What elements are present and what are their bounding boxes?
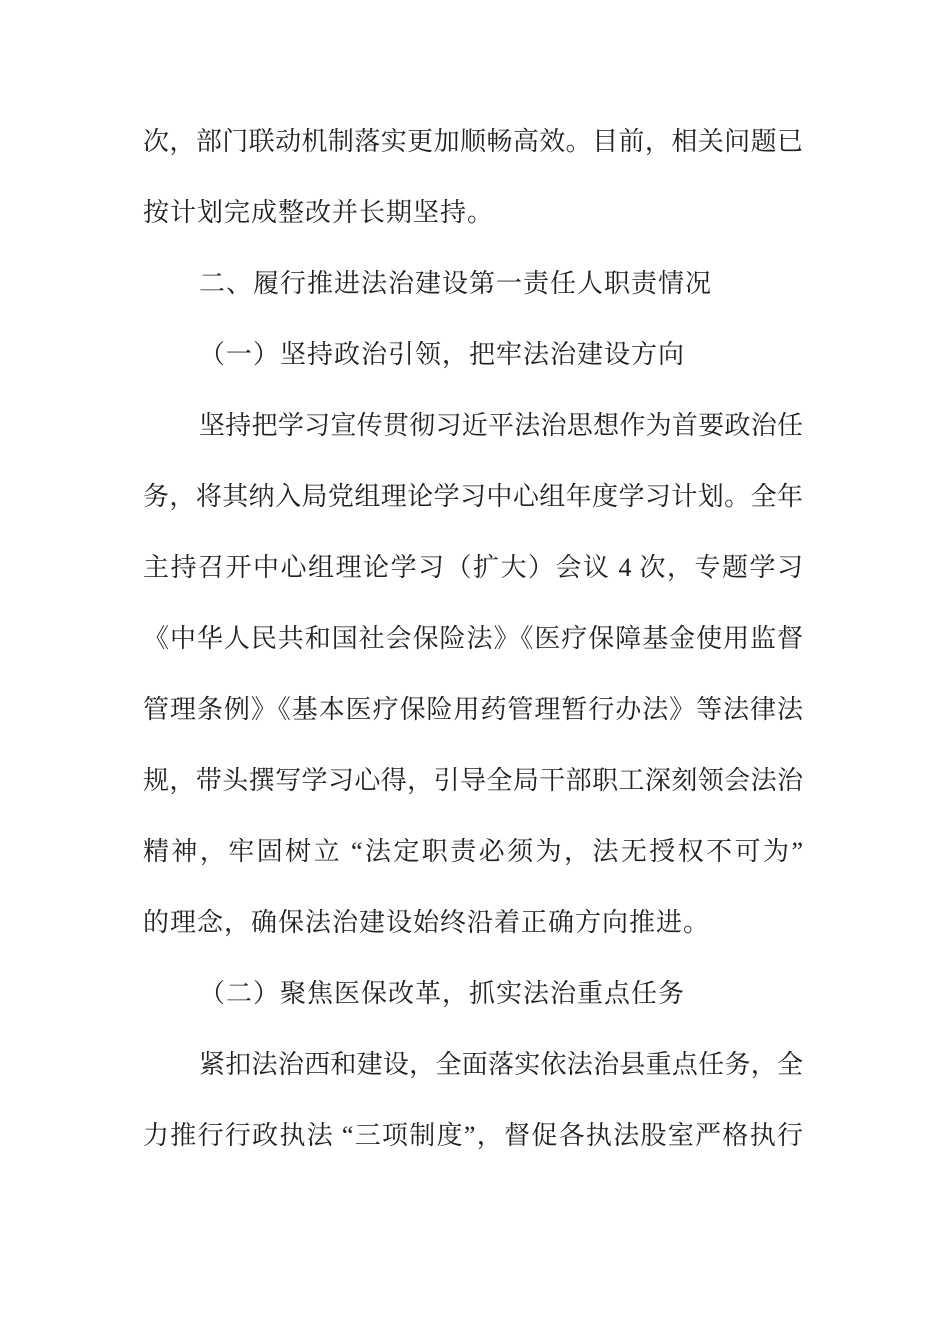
text-line: 务，将其纳入局党组理论学习中心组年度学习计划。全年 (143, 482, 803, 511)
text-line: 规，带头撰写学习心得，引导全局干部职工深刻领会法治 (143, 766, 803, 795)
text-line: 主持召开中心组理论学习（扩大）会议 4 次，专题学习 (143, 553, 803, 582)
text-line: 《中华人民共和国社会保险法》《医疗保障基金使用监督 (143, 624, 803, 653)
text-line: 管理条例》《基本医疗保险用药管理暂行办法》等法律法 (143, 695, 803, 724)
heading-2-line: （一）坚持政治引领，把牢法治建设方向 (199, 340, 686, 369)
document-body (143, 106, 803, 1171)
text-line: 次，部门联动机制落实更加顺畅高效。目前，相关问题已 (143, 127, 803, 156)
text-line: 紧扣法治西和建设，全面落实依法治县重点任务，全 (199, 1050, 803, 1079)
heading-1-line: 二、履行推进法治建设第一责任人职责情况 (199, 269, 713, 298)
text-line: 坚持把学习宣传贯彻习近平法治思想作为首要政治任 (199, 411, 803, 440)
text-line: 力推行行政执法 “三项制度”，督促各执法股室严格执行 (143, 1121, 803, 1150)
text-line: 的理念，确保法治建设始终沿着正确方向推进。 (143, 908, 711, 937)
text-line: 按计划完成整改并长期坚持。 (143, 198, 495, 227)
heading-2-line: （二）聚焦医保改革，抓实法治重点任务 (199, 979, 686, 1008)
text-line: 精神，牢固树立 “法定职责必须为，法无授权不可为” (143, 837, 803, 866)
